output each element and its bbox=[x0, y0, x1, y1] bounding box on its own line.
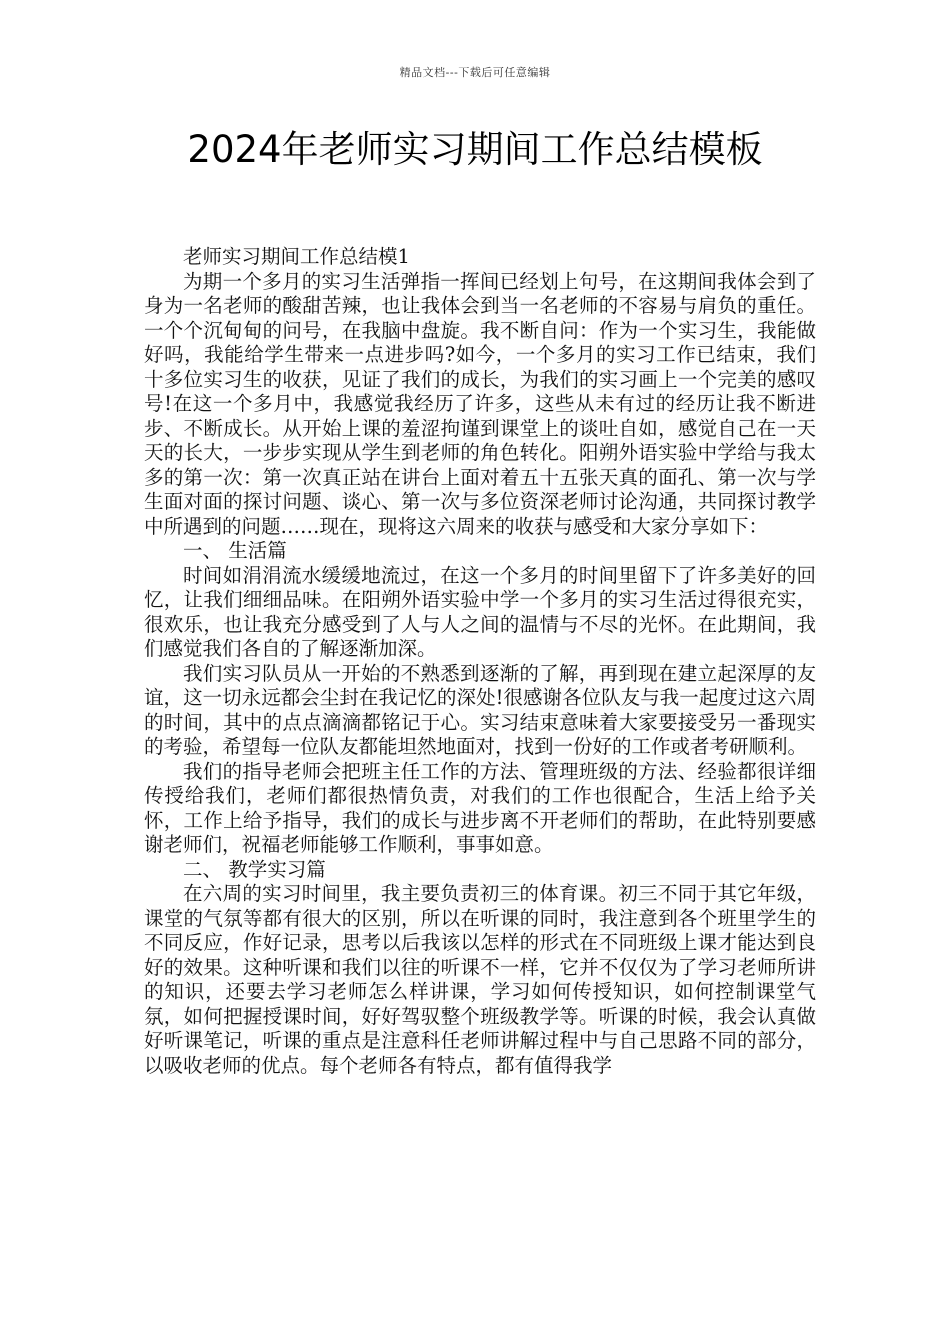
page-header-note: 精品文档---下载后可任意编辑 bbox=[399, 66, 551, 79]
paragraph-life-1: 时间如涓涓流水缓缓地流过，在这一个多月的时间里留下了许多美好的回忆，让我们细细品味。在阳朔外语实验中学一个多月的实习生活过得很充实，很欢乐，也让我充分感受到了人与人之间的温情与不尽的光怀。在此期间，我们感觉我们各自的了解逐渐加深。 bbox=[144, 563, 816, 660]
heading-life: 一、 生活篇 bbox=[183, 539, 287, 562]
heading-teaching: 二、 教学实习篇 bbox=[183, 857, 326, 881]
section-title: 老师实习期间工作总结模1 bbox=[183, 245, 410, 268]
document-body bbox=[144, 245, 816, 1078]
paragraph-life-3: 我们的指导老师会把班主任工作的方法、管理班级的方法、经验都很详细传授给我们，老师们都很热情负责，对我们的工作也很配合，生活上给予关怀，工作上给予指导，我们的成长与进步离不开老师们的帮助，在此特别要感谢老师们，祝福老师能够工作顺利，事事如意。 bbox=[144, 759, 816, 856]
paragraph-teaching-1: 在六周的实习时间里，我主要负责初三的体育课。初三不同于其它年级，课堂的气氛等都有很大的区别，所以在听课的同时，我注意到各个班里学生的不同反应，作好记录，思考以后我该以怎样的形式在不同班级上课才能达到良好的效果。这种听课和我们以往的听课不一样，它并不仅仅为了学习老师所讲的知识，还要去学习老师怎么样讲课，学习如何传授知识，如何控制课堂气氛，如何把握授课时间，好好驾驭整个班级教学等。听课的时候，我会认真做好听课笔记，听课的重点是注意科任老师讲解过程中与自己思路不同的部分，以吸收老师的优点。每个老师各有特点，都有值得我学 bbox=[144, 882, 816, 1077]
document-title: 2024年老师实习期间工作总结模板 bbox=[187, 128, 763, 171]
paragraph-intro: 为期一个多月的实习生活弹指一挥间已经划上句号，在这期间我体会到了身为一名老师的酸甜苦辣，也让我体会到当一名老师的不容易与肩负的重任。一个个沉甸甸的问号，在我脑中盘旋。我不断自问：作为一个实习生，我能做好吗，我能给学生带来一点进步吗?如今，一个多月的实习工作已结束，我们十多位实习生的收获，见证了我们的成长，为我们的实习画上一个完美的感叹号!在这一个多月中，我感觉我经历了许多，这些从未有过的经历让我不断进步、不断成长。从开始上课的羞涩拘谨到课堂上的谈吐自如，感觉自己在一天天的长大，一步步实现从学生到老师的角色转化。阳朔外语实验中学给与我太多的第一次：第一次真正站在讲台上面对着五十五张天真的面孔、第一次与学生面对面的探讨问题、谈心、第一次与多位资深老师讨论沟通，共同探讨教学中所遇到的问题……现在，现将这六周来的收获与感受和大家分享如下： bbox=[144, 269, 816, 538]
paragraph-life-2: 我们实习队员从一开始的不熟悉到逐渐的了解，再到现在建立起深厚的友谊，这一切永远都会尘封在我记忆的深处!很感谢各位队友与我一起度过这六周的时间，其中的点点滴滴都铭记于心。实习结束意味着大家要接受另一番现实的考验，希望每一位队友都能坦然地面对，找到一份好的工作或者考研顺利。 bbox=[144, 661, 816, 758]
